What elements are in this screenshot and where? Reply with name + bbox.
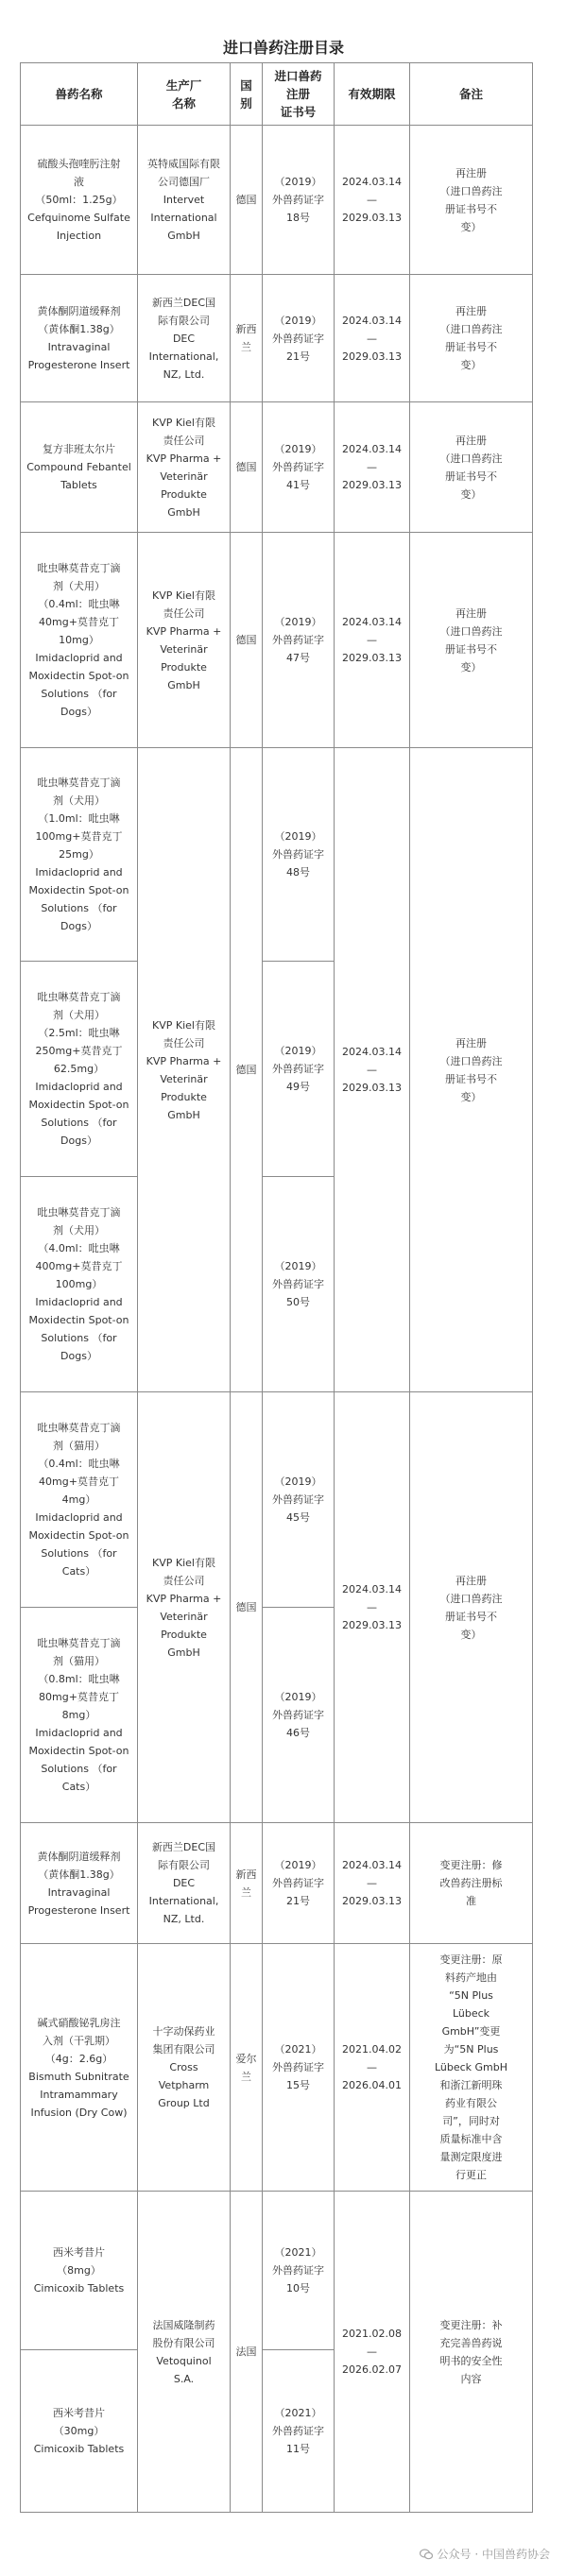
table-row — [21, 275, 533, 402]
manufacturer-cell: KVP Kiel有限 责任公司 KVP Pharma + Veterinär Produkte GmbH — [138, 402, 231, 533]
header-country: 国 别 — [231, 63, 263, 126]
drug-name-cell: 黄体酮阴道缓释剂 （黄体酮1.38g） Intravaginal Progesterone Insert — [21, 1823, 138, 1944]
cert-number-cell: （2021） 外兽药证字 10号 — [263, 2192, 335, 2350]
drug-name-cell: 吡虫啉莫昔克丁滴 剂（犬用） （2.5ml：吡虫啉 250mg+莫昔克丁 62.5mg） Imidacloprid and Moxidectin Spot-on Solutions （for Dogs） — [21, 962, 138, 1177]
cert-number-cell: （2021） 外兽药证字 11号 — [263, 2350, 335, 2513]
document-title: 进口兽药注册目录 — [222, 39, 344, 57]
validity-cell: 2024.03.14 — 2029.03.13 — [335, 1823, 410, 1944]
drug-name-cell: 碱式硝酸铋乳房注 入剂（干乳期） （4g：2.6g） Bismuth Subnitrate Intramammary Infusion (Dry Cow) — [21, 1944, 138, 2192]
wechat-icon — [420, 2549, 433, 2560]
remark-cell: 再注册 （进口兽药注 册证书号不 变） — [410, 1392, 533, 1823]
cert-number-cell: （2021） 外兽药证字 15号 — [263, 1944, 335, 2192]
header-remark: 备注 — [410, 63, 533, 126]
cert-number-cell: （2019） 外兽药证字 47号 — [263, 533, 335, 748]
table-header-row — [21, 63, 533, 126]
country-cell: 法国 — [231, 2192, 263, 2513]
manufacturer-cell: 新西兰DEC国 际有限公司 DEC International, NZ, Ltd. — [138, 1823, 231, 1944]
table-row — [21, 533, 533, 748]
drug-name-cell: 复方非班太尔片 Compound Febantel Tablets — [21, 402, 138, 533]
manufacturer-cell: 法国威隆制药 股份有限公司 Vetoquinol S.A. — [138, 2192, 231, 2513]
table-row — [21, 1944, 533, 2192]
validity-cell: 2024.03.14 — 2029.03.13 — [335, 533, 410, 748]
country-cell: 德国 — [231, 1392, 263, 1823]
cert-number-cell: （2019） 外兽药证字 21号 — [263, 1823, 335, 1944]
header-drug-name: 兽药名称 — [21, 63, 138, 126]
remark-cell: 再注册 （进口兽药注 册证书号不 变） — [410, 275, 533, 402]
remark-cell: 再注册 （进口兽药注 册证书号不 变） — [410, 748, 533, 1392]
drug-name-cell: 吡虫啉莫昔克丁滴 剂（犬用） （0.4ml：吡虫啉 40mg+莫昔克丁 10mg） Imidacloprid and Moxidectin Spot-on Solutions （for Dogs） — [21, 533, 138, 748]
drug-name-cell: 西米考昔片 （8mg） Cimicoxib Tablets — [21, 2192, 138, 2350]
validity-cell: 2024.03.14 — 2029.03.13 — [335, 275, 410, 402]
country-cell: 爱尔 兰 — [231, 1944, 263, 2192]
manufacturer-cell: KVP Kiel有限 责任公司 KVP Pharma + Veterinär Produkte GmbH — [138, 1392, 231, 1823]
country-cell: 德国 — [231, 533, 263, 748]
remark-cell: 变更注册：原 料药产地由 “5N Plus Lübeck GmbH”变更 为“5N Plus Lübeck GmbH 和浙江新明珠 药业有限公 司”，同时对 质量标准中含 量测定限度进 行更正 — [410, 1944, 533, 2192]
drug-name-cell: 吡虫啉莫昔克丁滴 剂（犬用） （1.0ml：吡虫啉 100mg+莫昔克丁 25mg） Imidacloprid and Moxidectin Spot-on Solutions （for Dogs） — [21, 748, 138, 962]
drug-name-cell: 吡虫啉莫昔克丁滴 剂（猫用） （0.8ml：吡虫啉 80mg+莫昔克丁 8mg） Imidacloprid and Moxidectin Spot-on Solutions （for Cats） — [21, 1608, 138, 1823]
country-cell: 新西 兰 — [231, 275, 263, 402]
drug-name-cell: 黄体酮阴道缓释剂 （黄体酮1.38g） Intravaginal Progesterone Insert — [21, 275, 138, 402]
remark-cell: 再注册 （进口兽药注 册证书号不 变） — [410, 126, 533, 275]
country-cell: 德国 — [231, 748, 263, 1392]
cert-number-cell: （2019） 外兽药证字 41号 — [263, 402, 335, 533]
validity-cell: 2024.03.14 — 2029.03.13 — [335, 748, 410, 1392]
cert-number-cell: （2019） 外兽药证字 48号 — [263, 748, 335, 962]
remark-cell: 变更注册：补 充完善兽药说 明书的安全性 内容 — [410, 2192, 533, 2513]
country-cell: 新西 兰 — [231, 1823, 263, 1944]
header-validity: 有效期限 — [335, 63, 410, 126]
cert-number-cell: （2019） 外兽药证字 50号 — [263, 1177, 335, 1392]
table-row — [21, 2192, 533, 2350]
header-manufacturer: 生产厂 名称 — [138, 63, 231, 126]
validity-cell: 2024.03.14 — 2029.03.13 — [335, 126, 410, 275]
validity-cell: 2021.04.02 — 2026.04.01 — [335, 1944, 410, 2192]
table-row — [21, 126, 533, 275]
manufacturer-cell: KVP Kiel有限 责任公司 KVP Pharma + Veterinär Produkte GmbH — [138, 748, 231, 1392]
validity-cell: 2024.03.14 — 2029.03.13 — [335, 1392, 410, 1823]
manufacturer-cell: 十字动保药业 集团有限公司 Cross Vetpharm Group Ltd — [138, 1944, 231, 2192]
validity-cell: 2024.03.14 — 2029.03.13 — [335, 402, 410, 533]
watermark-text: 公众号 · 中国兽药协会 — [437, 2548, 550, 2561]
table-row — [21, 1392, 533, 1608]
wechat-watermark — [420, 2546, 550, 2562]
table-row — [21, 748, 533, 962]
drug-name-cell: 西米考昔片 （30mg） Cimicoxib Tablets — [21, 2350, 138, 2513]
manufacturer-cell: 英特威国际有限 公司德国厂 Intervet International GmbH — [138, 126, 231, 275]
drug-name-cell: 硫酸头孢喹肟注射 液 （50ml：1.25g） Cefquinome Sulfate Injection — [21, 126, 138, 275]
cert-number-cell: （2019） 外兽药证字 46号 — [263, 1608, 335, 1823]
remark-cell: 再注册 （进口兽药注 册证书号不 变） — [410, 533, 533, 748]
remark-cell: 变更注册：修 改兽药注册标 准 — [410, 1823, 533, 1944]
drug-name-cell: 吡虫啉莫昔克丁滴 剂（犬用） （4.0ml：吡虫啉 400mg+莫昔克丁 100mg） Imidacloprid and Moxidectin Spot-on Solutions （for Dogs） — [21, 1177, 138, 1392]
remark-cell: 再注册 （进口兽药注 册证书号不 变） — [410, 402, 533, 533]
drug-name-cell: 吡虫啉莫昔克丁滴 剂（猫用） （0.4ml：吡虫啉 40mg+莫昔克丁 4mg） Imidacloprid and Moxidectin Spot-on Solutions （for Cats） — [21, 1392, 138, 1608]
cert-number-cell: （2019） 外兽药证字 49号 — [263, 962, 335, 1177]
table-row — [21, 1823, 533, 1944]
cert-number-cell: （2019） 外兽药证字 45号 — [263, 1392, 335, 1608]
country-cell: 德国 — [231, 126, 263, 275]
registration-table — [20, 62, 533, 2513]
cert-number-cell: （2019） 外兽药证字 18号 — [263, 126, 335, 275]
header-cert-number: 进口兽药 注册 证书号 — [263, 63, 335, 126]
manufacturer-cell: 新西兰DEC国 际有限公司 DEC International, NZ, Ltd. — [138, 275, 231, 402]
table-row — [21, 402, 533, 533]
cert-number-cell: （2019） 外兽药证字 21号 — [263, 275, 335, 402]
manufacturer-cell: KVP Kiel有限 责任公司 KVP Pharma + Veterinär Produkte GmbH — [138, 533, 231, 748]
validity-cell: 2021.02.08 — 2026.02.07 — [335, 2192, 410, 2513]
country-cell: 德国 — [231, 402, 263, 533]
